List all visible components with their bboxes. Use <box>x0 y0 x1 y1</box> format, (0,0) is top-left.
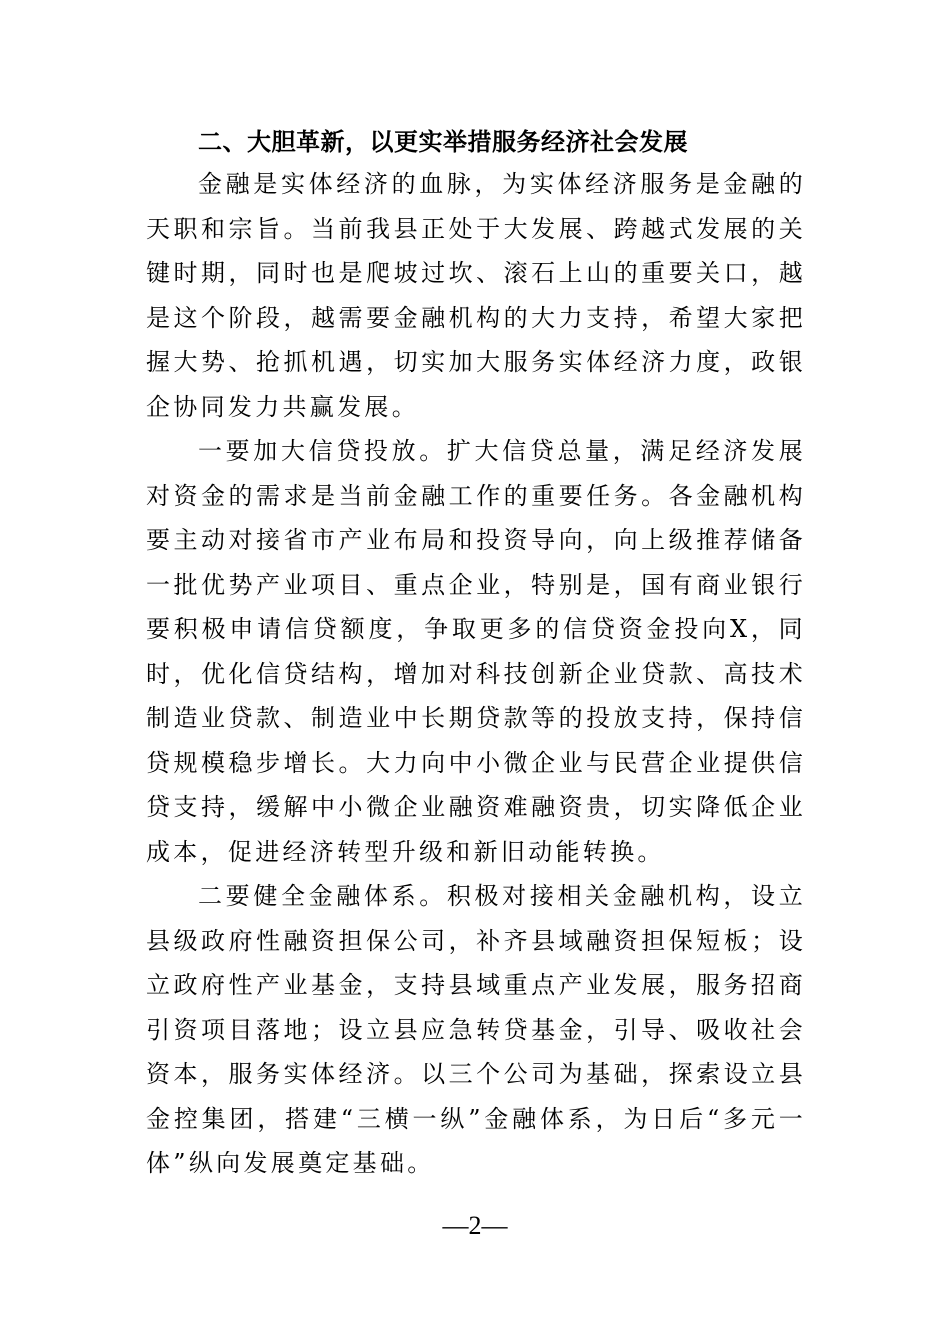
section-heading: 二、大胆革新，以更实举措服务经济社会发展 <box>198 128 688 156</box>
page-number: —2— <box>442 1211 508 1240</box>
paragraph-intro: 金融是实体经济的血脉，为实体经济服务是金融的天职和宗旨。当前我县正处于大发展、跨越式发展的关键时期，同时也是爬坡过坎、滚石上山的重要关口，越是这个阶段，越需要金融机构的大力支持，希望大家把握大势、抢抓机遇，切实加大服务实体经济力度，政银企协同发力共赢发展。 <box>146 170 806 421</box>
document-body <box>146 122 806 1186</box>
paragraph-financial-system: 二要健全金融体系。积极对接相关金融机构，设立县级政府性融资担保公司，补齐县域融资担保短板；设立政府性产业基金，支持县域重点产业发展，服务招商引资项目落地；设立县应急转贷基金，引导、吸收社会资本，服务实体经济。以三个公司为基础，探索设立县金控集团，搭建“三横一纵”金融体系，为日后“多元一体”纵向发展奠定基础。 <box>146 882 806 1177</box>
paragraph-credit: 一要加大信贷投放。扩大信贷总量，满足经济发展对资金的需求是当前金融工作的重要任务。各金融机构要主动对接省市产业布局和投资导向，向上级推荐储备一批优势产业项目、重点企业，特别是，国有商业银行要积极申请信贷额度，争取更多的信贷资金投向X，同时，优化信贷结构，增加对科技创新企业贷款、高技术制造业贷款、制造业中长期贷款等的投放支持，保持信贷规模稳步增长。大力向中小微企业与民营企业提供信贷支持，缓解中小微企业融资难融资贵，切实降低企业成本，促进经济转型升级和新旧动能转换。 <box>146 437 806 866</box>
